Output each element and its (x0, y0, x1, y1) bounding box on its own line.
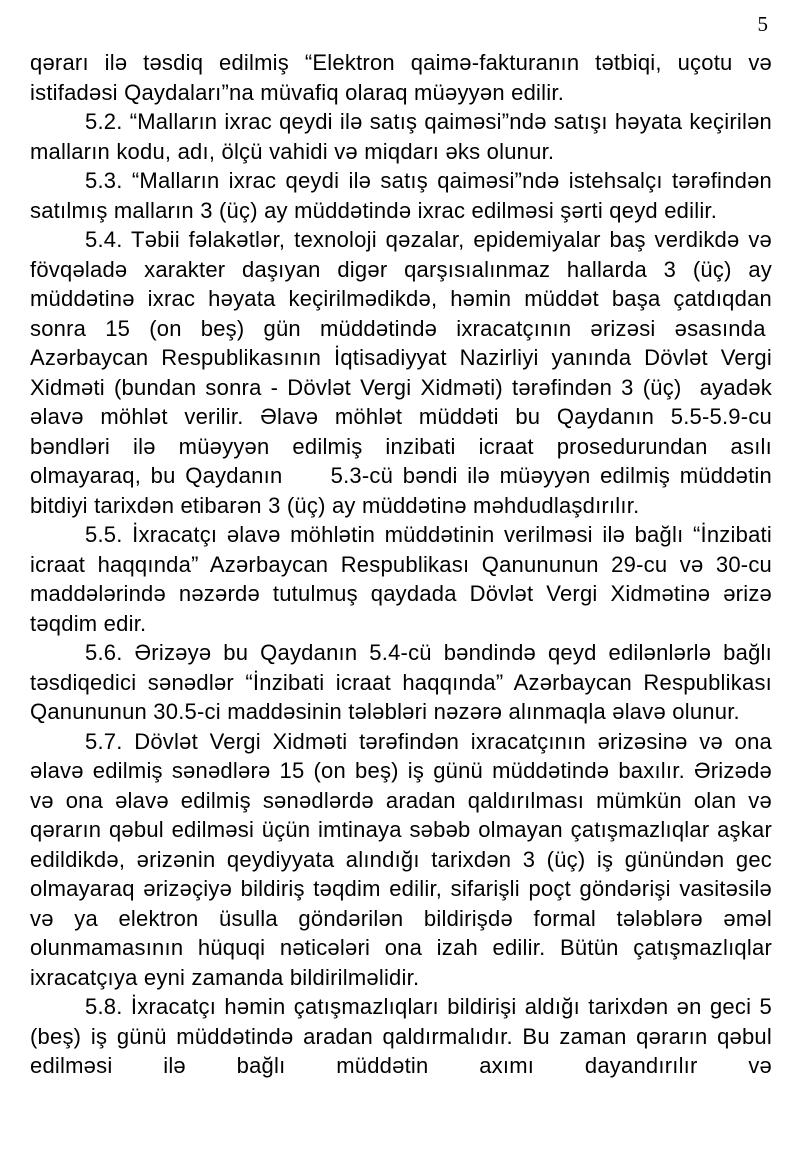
paragraph: 5.2. “Malların ixrac qeydi ilə satış qaiməsi”ndə satışı həyata keçirilən malların kodu, adı, ölçü vahidi və miqdarı əks olunur. (30, 109, 772, 164)
paragraph: 5.7. Dövlət Vergi Xidməti tərəfindən ixracatçının ərizəsinə və ona əlavə edilmiş sənədlərə 15 (on beş) iş günü müddətində baxılır. Ərizədə və ona əlavə edilmiş sənədlərdə aradan qaldırılması mümkün olan və qərarın qəbul edilməsi üçün imtinaya səbəb olmayan çatışmazlıqlar aşkar edildikdə, ərizənin qeydiyyata alındığı tarixdən 3 (üç) iş günündən gec olmayaraq ərizəçiyə bildiriş təqdim edilir, sifarişli poçt göndərişi vasitəsilə və ya elektron üsulla göndərilən bildirişdə formal tələblərə əməl olunmamasının hüquqi nəticələri ona izah edilir. Bütün çatışmazlıqlar ixracatçıya eyni zamanda bildirilməlidir. (30, 728, 772, 990)
paragraph: 5.3. “Malların ixrac qeydi ilə satış qaiməsi”ndə istehsalçı tərəfindən satılmış malların 3 (üç) ay müddətində ixrac edilməsi şərti qeyd edilir. (30, 168, 772, 223)
page-number: 5 (757, 12, 768, 36)
document-body (30, 48, 772, 1081)
paragraph: 5.8. İxracatçı həmin çatışmazlıqları bildirişi aldığı tarixdən ən geci 5 (beş) iş günü müddətində aradan qaldırmalıdır. Bu zaman qərarın qəbul edilməsi ilə bağlı müddətin axımı dayandırılır və (30, 994, 772, 1078)
paragraph: qərarı ilə təsdiq edilmiş “Elektron qaimə-fakturanın tətbiqi, uçotu və istifadəsi Qaydaları”na müvafiq olaraq müəyyən edilir. (30, 50, 772, 105)
paragraph: 5.5. İxracatçı əlavə möhlətin müddətinin verilməsi ilə bağlı “İnzibati icraat haqqında” Azərbaycan Respublikası Qanununun 29-cu və 30-cu maddələrində nəzərdə tutulmuş qaydada Dövlət Vergi Xidmətinə ərizə təqdim edir. (30, 522, 772, 636)
paragraph: 5.6. Ərizəyə bu Qaydanın 5.4-cü bəndində qeyd edilənlərlə bağlı təsdiqedici sənədlər “İnzibati icraat haqqında” Azərbaycan Respublikası Qanununun 30.5-ci maddəsinin tələbləri nəzərə alınmaqla əlavə olunur. (30, 640, 772, 724)
paragraph: 5.4. Təbii fəlakətlər, texnoloji qəzalar, epidemiyalar baş verdikdə və fövqəladə xarakter daşıyan digər qarşısıalınmaz hallarda 3 (üç) ay müddətinə ixrac həyata keçirilmədikdə, həmin müddət başa çatdıqdan sonra 15 (on beş) gün müddətində ixracatçının ərizəsi əsasında Azərbaycan Respublikasının İqtisadiyyat Nazirliyi yanında Dövlət Vergi Xidməti (bundan sonra - Dövlət Vergi Xidməti) tərəfindən 3 (üç) ayadək əlavə möhlət verilir. Əlavə möhlət müddəti bu Qaydanın 5.5-5.9-cu bəndləri ilə müəyyən edilmiş inzibati icraat prosedurundan asılı olmayaraq, bu Qaydanın 5.3-cü bəndi ilə müəyyən edilmiş müddətin bitdiyi tarixdən etibarən 3 (üç) ay müddətinə məhdudlaşdırılır. (30, 227, 772, 518)
